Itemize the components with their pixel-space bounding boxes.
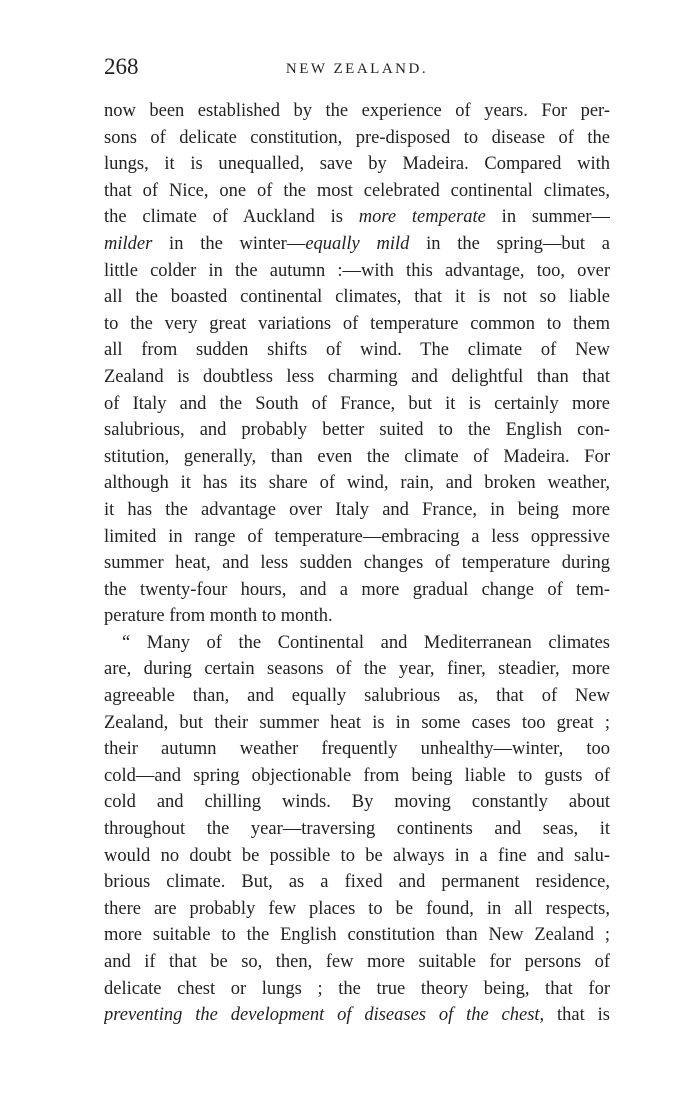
text-span: limited in range of temperature—embracing a less oppressive	[104, 526, 610, 547]
text-line	[104, 736, 610, 763]
text-span: stitution, generally, than even the climate of Madeira. For	[104, 446, 610, 467]
text-line	[104, 470, 610, 497]
text-span: cold and chilling winds. By moving constantly about	[104, 792, 610, 813]
text-line	[104, 98, 610, 125]
text-line	[104, 763, 610, 790]
text-line	[104, 204, 610, 231]
text-line	[104, 151, 610, 178]
text-span: all from sudden shifts of wind. The climate of New	[104, 340, 610, 361]
text-line	[104, 577, 610, 604]
text-line	[104, 524, 610, 551]
text-span: that of Nice, one of the most celebrated continental climates,	[104, 180, 610, 201]
text-line	[104, 497, 610, 524]
text-line	[104, 337, 610, 364]
text-line	[104, 922, 610, 949]
text-line	[104, 869, 610, 896]
text-line	[104, 258, 610, 285]
text-span: in the winter—	[152, 233, 306, 254]
text-line	[104, 630, 610, 657]
text-span: sons of delicate constitution, pre-disposed to disease of the	[104, 127, 610, 148]
text-span: to the very great variations of temperature common to them	[104, 313, 610, 334]
text-line	[104, 364, 610, 391]
text-line	[104, 284, 610, 311]
text-line	[104, 710, 610, 737]
text-line	[104, 816, 610, 843]
text-span: delicate chest or lungs ; the true theory being, that for	[104, 978, 610, 999]
text-line	[104, 1002, 610, 1029]
text-line	[104, 444, 610, 471]
text-line	[104, 550, 610, 577]
text-span: it has the advantage over Italy and France, in being more	[104, 499, 610, 520]
text-span: although it has its share of wind, rain, and broken weather,	[104, 473, 610, 494]
body-text	[104, 98, 610, 1029]
text-span: the climate of Auckland is	[104, 207, 359, 228]
text-line	[104, 125, 610, 152]
text-span: there are probably few places to be found, in all respects,	[104, 898, 610, 919]
text-span: “ Many of the Continental and Mediterranean climates	[122, 632, 610, 653]
text-span: summer heat, and less sudden changes of temperature during	[104, 553, 610, 574]
text-line	[104, 789, 610, 816]
page-header	[104, 52, 610, 82]
text-line	[104, 603, 610, 630]
text-span: and if that be so, then, few more suitable for persons of	[104, 952, 610, 972]
text-span: cold—and spring objectionable from being liable to gusts of	[104, 765, 610, 786]
text-span: all the boasted continental climates, that it is not so liable	[104, 287, 610, 308]
text-span: in the spring—but a	[409, 233, 610, 254]
text-span: of Italy and the South of France, but it is certainly more	[104, 393, 610, 414]
text-line	[104, 843, 610, 870]
text-span: that is	[544, 1005, 610, 1026]
italic-text: equally mild	[305, 233, 410, 254]
text-span: their autumn weather frequently unhealthy—winter, too	[104, 739, 610, 760]
text-span: in summer—	[485, 207, 610, 228]
text-line	[104, 949, 610, 976]
text-span: lungs, it is unequalled, save by Madeira. Compared with	[104, 154, 610, 175]
text-span: little colder in the autumn :—with this advantage, too, over	[104, 260, 610, 281]
text-span: the twenty-four hours, and a more gradual change of tem-	[104, 579, 610, 600]
text-span: Zealand, but their summer heat is in some cases too great ;	[104, 712, 610, 733]
text-line	[104, 896, 610, 923]
text-span: brious climate. But, as a fixed and permanent residence,	[104, 872, 610, 893]
text-line	[104, 391, 610, 418]
text-span: salubrious, and probably better suited to the English con-	[104, 420, 610, 441]
italic-text: milder	[104, 233, 153, 254]
page-number: 268	[104, 54, 139, 79]
text-span: agreeable than, and equally salubrious as, that of New	[104, 686, 610, 707]
text-line	[104, 656, 610, 683]
text-line	[104, 231, 610, 258]
text-line	[104, 311, 610, 338]
italic-text: preventing the development of diseases of the chest,	[104, 1005, 545, 1026]
text-span: perature from month to month.	[104, 606, 333, 627]
text-span: throughout the year—traversing continents and seas, it	[104, 819, 610, 840]
text-span: more suitable to the English constitution than New Zealand ;	[104, 925, 610, 946]
text-line	[104, 976, 610, 1003]
text-line	[104, 417, 610, 444]
text-line	[104, 683, 610, 710]
italic-text: more temperate	[358, 207, 486, 228]
text-span: Zealand is doubtless less charming and delightful than that	[104, 366, 610, 387]
text-span: are, during certain seasons of the year, finer, steadier, more	[104, 659, 610, 680]
text-line	[104, 178, 610, 205]
text-span: would no doubt be possible to be always in a fine and salu-	[104, 845, 610, 866]
running-title: NEW ZEALAND.	[285, 61, 429, 77]
text-span: now been established by the experience of years. For per-	[104, 101, 610, 121]
